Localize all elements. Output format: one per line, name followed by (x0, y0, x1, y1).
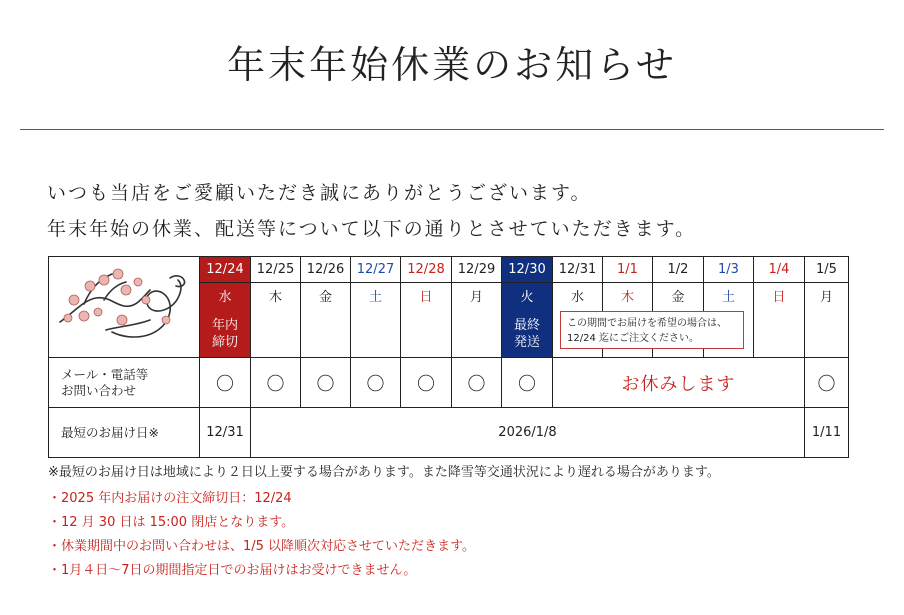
available-mark: 〇 (452, 358, 502, 408)
available-mark: 〇 (351, 358, 401, 408)
weekday-cell: 月 (452, 283, 502, 308)
contact-label-line-1: メール・電話等 (61, 366, 149, 382)
available-mark: 〇 (200, 358, 251, 408)
title-divider (20, 129, 884, 130)
empty-cell (805, 307, 849, 358)
note-inquiries: ・休業期間中のお問い合わせは、1/5 以降順次対応させていただきます。 (48, 539, 476, 554)
intro-line-2: 年末年始の休業、配送等について以下の通りとさせていただきます。 (47, 218, 697, 240)
available-mark: 〇 (301, 358, 351, 408)
snake-and-plum-blossom-icon (54, 260, 194, 350)
order-cutoff-cell (200, 307, 251, 358)
note-line-1: この期間でお届けを希望の場合は、 (567, 318, 727, 329)
last-shipping-label: 最終発送 (513, 317, 540, 350)
note-date-restriction: ・1月４日〜7日の期間指定日でのお届けはお受けできません。 (48, 563, 417, 578)
date-cell: 12/25 (251, 257, 301, 283)
empty-cell (401, 307, 452, 358)
date-cell: 1/5 (805, 257, 849, 283)
delivery-date-first: 12/31 (200, 408, 251, 458)
weekday-cell: 土 (704, 283, 754, 308)
date-cell: 12/27 (351, 257, 401, 283)
weekday-cell: 土 (351, 283, 401, 308)
note-order-cutoff: ・2025 年内お届けの注文締切日：12/24 (48, 491, 292, 506)
order-cutoff-label: 年内締切 (211, 317, 238, 350)
intro-line-1: いつも当店をご愛顧いただき誠にありがとうございます。 (47, 182, 592, 204)
footnote-delivery: ※最短のお届け日は地域により２日以上要する場合があります。また降雪等交通状況により遅れる場合があります。 (48, 465, 720, 480)
weekday-cell: 木 (251, 283, 301, 308)
date-cell: 12/31 (553, 257, 603, 283)
contact-label-line-2: お問い合わせ (61, 382, 137, 398)
weekday-cell: 日 (754, 283, 805, 308)
available-mark: 〇 (502, 358, 553, 408)
empty-cell (754, 307, 805, 358)
empty-cell (351, 307, 401, 358)
date-cell: 1/1 (603, 257, 653, 283)
available-mark: 〇 (401, 358, 452, 408)
date-cell: 1/3 (704, 257, 754, 283)
closed-notice: お休みします (553, 358, 805, 408)
note-line-2: 12/24 迄にご注文ください。 (567, 333, 699, 344)
order-deadline-note (560, 311, 744, 349)
holiday-calendar-table (48, 256, 849, 458)
weekday-cell: 水 (553, 283, 603, 308)
weekday-cell: 水 (200, 283, 251, 308)
contact-row-label (49, 358, 200, 408)
date-cell: 12/28 (401, 257, 452, 283)
available-mark: 〇 (251, 358, 301, 408)
delivery-date-last: 1/11 (805, 408, 849, 458)
note-early-close: ・12 月 30 日は 15:00 閉店となります。 (48, 515, 295, 530)
weekday-cell: 木 (603, 283, 653, 308)
weekday-cell: 日 (401, 283, 452, 308)
page-title: 年末年始休業のお知らせ (227, 43, 677, 87)
date-cell: 1/2 (653, 257, 704, 283)
weekday-cell: 火 (502, 283, 553, 308)
weekday-cell: 金 (301, 283, 351, 308)
delivery-row-label: 最短のお届け日※ (49, 408, 200, 458)
empty-cell (251, 307, 301, 358)
delivery-date-middle: 2026/1/8 (251, 408, 805, 458)
empty-cell (452, 307, 502, 358)
available-mark: 〇 (805, 358, 849, 408)
date-cell: 12/30 (502, 257, 553, 283)
date-cell: 12/29 (452, 257, 502, 283)
weekday-cell: 月 (805, 283, 849, 308)
last-shipping-cell (502, 307, 553, 358)
weekday-cell: 金 (653, 283, 704, 308)
date-cell: 12/26 (301, 257, 351, 283)
date-cell: 12/24 (200, 257, 251, 283)
decoration-cell (49, 257, 200, 358)
empty-cell (301, 307, 351, 358)
date-cell: 1/4 (754, 257, 805, 283)
